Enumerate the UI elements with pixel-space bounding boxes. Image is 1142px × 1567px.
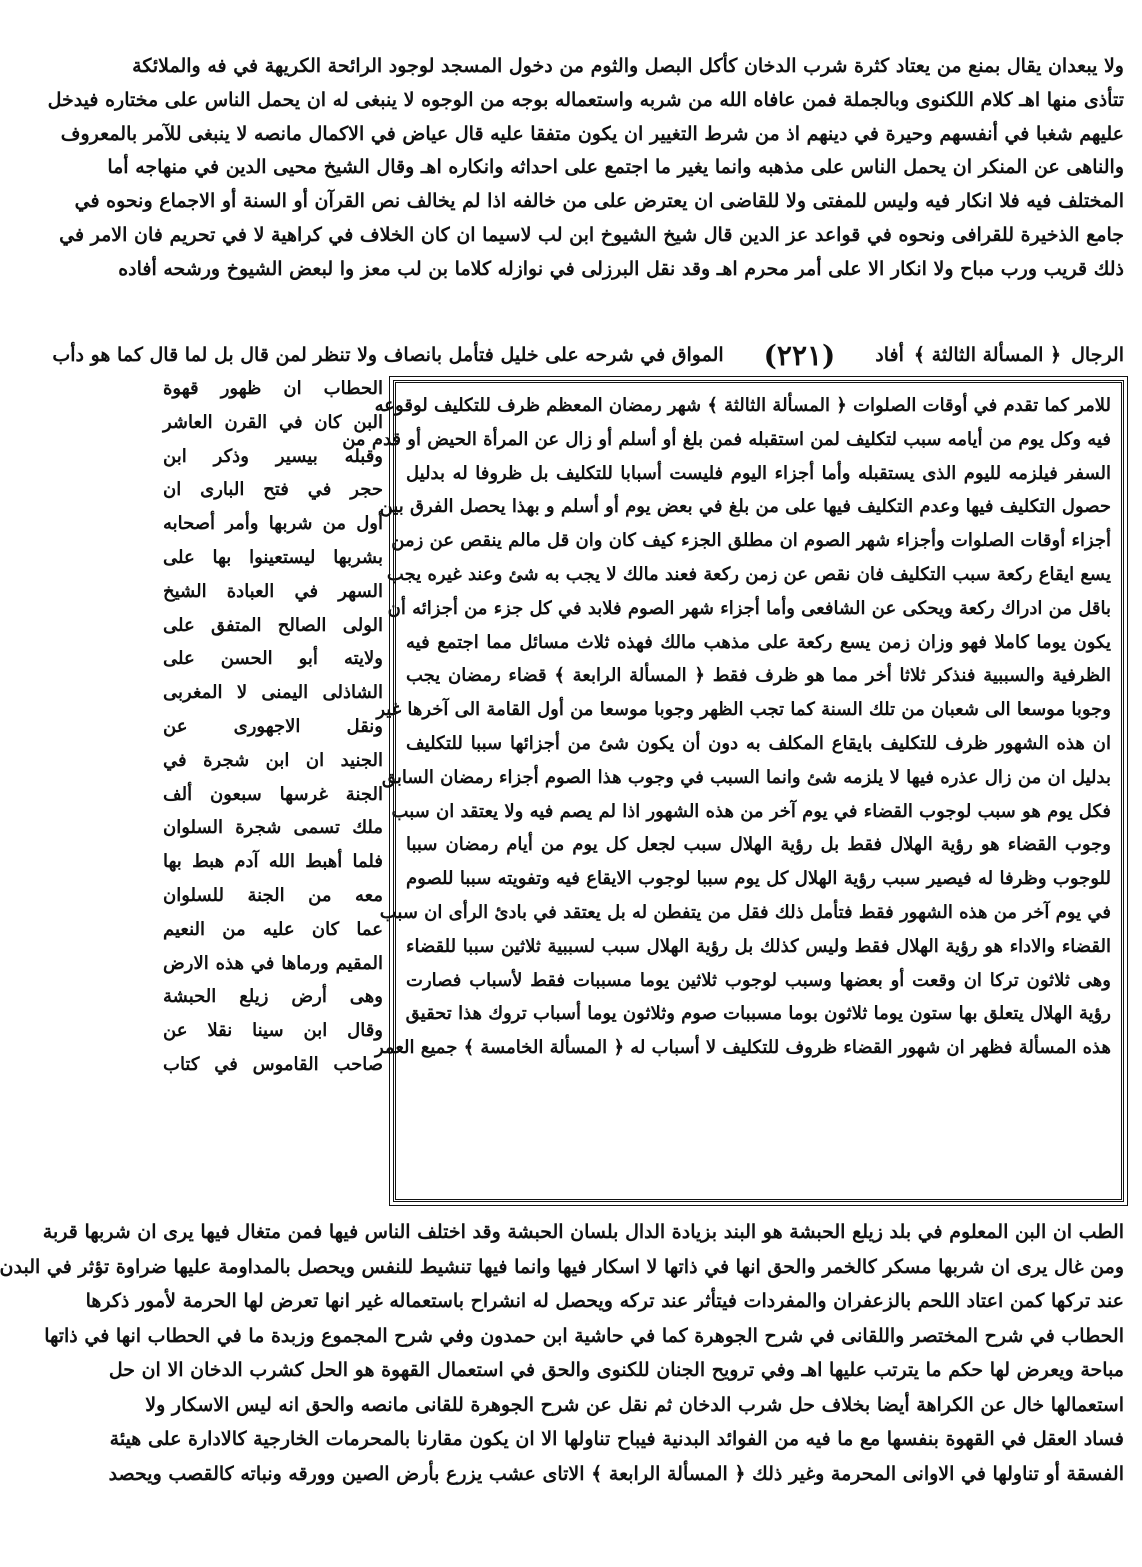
margin-line: ملك تسمى شجرة السلوان	[163, 817, 383, 839]
framed-line: السفر فيلزمه لليوم الذى يستقبله وأما أجزاء اليوم فليست أسبابا للتكليف بل ظروفا له بدليل	[406, 462, 1111, 484]
framed-line: الظرفية والسببية فنذكر ثلاثا أخر مما هو ظرف فقط ﴿ المسألة الرابعة ﴾ قضاء رمضان يجب	[406, 665, 1111, 687]
framed-line: باقل من ادراك ركعة ويحكى عن الشافعى وأما أجزاء شهر الصوم فلابد في كل جزء من أجزائه أن	[387, 597, 1111, 619]
page-header-line	[52, 338, 1124, 372]
text-line: تتأذى منها اهـ كلام اللكنوى وبالجملة فمن عافاه الله من شربه واستعماله بوجه من الوجوه لا ينبغى له ان يحمل الناس على مختاره فيدخل	[47, 88, 1124, 111]
framed-line: وهى ثلاثون تركا ان وقعت أو بعضها وسبب لوجوب ثلاثين يوما مسببات فقط لأسباب فصارت	[406, 969, 1111, 991]
framed-line: هذه المسألة فظهر ان شهور القضاء ظروف للتكليف لا أسباب له ﴿ المسألة الخامسة ﴾ جميع العمر	[375, 1037, 1111, 1059]
text-line: والناهى عن المنكر ان يحمل الناس على مذهبه وانما يغير ما اجتمع على احداثه وانكاره اهـ وقال الشيخ محيى الدين في منهاجه أما	[107, 156, 1124, 179]
margin-line: الجنة غرسها سبعون ألف	[163, 783, 383, 805]
margin-line: بشربها ليستعينوا بها على	[163, 546, 383, 568]
text-line: الحطاب في شرح المختصر واللقانى في شرح الجوهرة كما في حاشية ابن حمدون وفي شرح المجموع وزبدة ما في الحطاب انها في ذاتها	[44, 1324, 1124, 1347]
framed-line: أجزاء أوقات الصلوات وأجزاء شهر الصوم ان مطلق الجزء كيف كان وان قل مالم ينقص عن زمن	[391, 530, 1111, 552]
text-line: ذلك قريب ورب مباح ولا انكار الا على أمر محرم اهـ وقد نقل البرزلى في نوازله كلاما بن لب معز وا لبعض الشيوخ ورشحه أفاده	[118, 257, 1124, 280]
text-line: استعمالها خال عن الكراهة أيضا بخلاف حل شرب الدخان ثم نقل عن شرح الجوهرة للقانى مانصه والحق انه ليس الاسكار ولا	[145, 1393, 1124, 1416]
margin-line: الولى الصالح المتفق على	[163, 614, 383, 636]
framed-line: يسع ايقاع ركعة سبب التكليف فان نقص عن زمن ركعة فعند مالك لا يجب به شئ وعند غيره يجب	[386, 563, 1111, 585]
margin-line: السهر في العبادة الشيخ	[163, 580, 383, 602]
framed-line: رؤية الهلال يتعلق بها ستون يوما ثلاثون بوما مسببات صوم وثلاثون يوما أسباب تروك هذا تحقيق	[405, 1003, 1111, 1025]
page-number: (٢٢١)	[763, 338, 836, 372]
text-line: المختلف فيه فلا انكار فيه وليس للمفتى ولا للقاضى ان يعترض على من خالفه اذا لم يخالف نص القرآن أو السنة أو الاجماع ونحوه في	[74, 190, 1124, 213]
margin-line: وهى أرض زيلع الحبشة	[163, 986, 383, 1008]
text-line: ولا يبعدان يقال بمنع من يعتاد كثرة شرب الدخان كأكل البصل والثوم من دخول المسجد لوجود الرائحة الكريهة في فه والملائكة	[132, 55, 1124, 77]
margin-line: وقبله بيسير وذكر ابن	[163, 445, 383, 467]
margin-line: فلما أهبط الله آدم هبط بها	[163, 851, 383, 873]
text-line: الطب ان البن المعلوم في بلد زيلع الحبشة هو البند بزيادة الدال بلسان الحبشة وقد اختلف الناس فيها فمن متغال فيها يرى ان شربها قربة	[42, 1221, 1124, 1243]
framed-line: فكل يوم هو سبب لوجوب القضاء في يوم آخر من هذه الشهور اذا لم يصم فيه ولا يعتقد ان سبب	[391, 800, 1111, 822]
margin-line: الشاذلى اليمنى لا المغربى	[163, 682, 383, 704]
header-after-section: أفاد	[875, 344, 904, 366]
margin-line: عما كان عليه من النعيم	[163, 918, 383, 940]
framed-line: ان هذه الشهور ظرف للتكليف بايقاع المكلف به دون أن يكون شئ من أجزائها سببا للتكليف	[406, 732, 1111, 754]
framed-line: حصول التكليف فيها وعدم التكليف فيها على من بلغ في بعض يوم أو أسلم و بهذا يحصل الفرق بين	[379, 496, 1111, 518]
text-line: عند تركها كمن اعتاد اللحم بالزعفران والمفردات فيتأثر عند تركه ويحصل له انشراح باستعماله غير انها تعرض لها الحرمة لأمور ذكرها	[85, 1290, 1124, 1312]
margin-line: ونقل الاجهورى عن	[163, 715, 383, 737]
framed-line: وجوبا موسعا الى شعبان من تلك السنة كما تجب الظهر وجوبا موسعا من أول القامة الى آخرها غير	[376, 699, 1111, 721]
text-line: جامع الذخيرة للقرافى ونحوه في قواعد عز الدين قال شيخ الشيوخ ابن لب لاسيما ان كان الخلاف في كراهية لا في تحريم فان الامر في	[59, 223, 1124, 246]
margin-commentary	[163, 372, 383, 1082]
framed-line: في يوم آخر من هذه الشهور فقط فتأمل ذلك فقل من يتفطن له بل يعتقد في بادئ الرأى ان سبب	[379, 901, 1111, 923]
section-heading: ﴿ المسألة الثالثة ﴾	[913, 344, 1062, 366]
top-text-block	[47, 50, 1124, 287]
text-line: ومن غال يرى ان شربها مسكر كالخمر والحق انها في ذاتها لا اسكار فيها وانما فيها تنشيط للنفس ويحصل بالمداومة عليها ضراوة تؤثر في البدن	[0, 1255, 1124, 1278]
margin-line: البن كان في القرن العاشر	[163, 411, 383, 433]
framed-line: القضاء والاداء هو رؤية الهلال فقط وليس كذلك بل رؤية الهلال سبب لسببية ثلاثين سببا للقضاء	[406, 935, 1111, 957]
text-line: مباحة ويعرض لها حكم ما يترتب عليها اهـ وفي ترويح الجنان للكنوى والحق في استعمال القهوة هو الحل كشرب الدخان الا ان حل	[108, 1359, 1124, 1381]
framed-line: بدليل ان من زال عذره فيها لا يلزمه شئ وانما السبب في وجوب هذا الصوم أجزاء رمضان السابق	[381, 766, 1111, 788]
framed-line: يكون يوما كاملا فهو وزان زمن يسع ركعة على مذهب مالك فهذه ثلاث مسائل مما اجتمع فيه	[406, 631, 1111, 653]
text-line: فساد العقل في القهوة بنفسها مع ما فيه من الفوائد البدنية فيباح تناولها الا ان يكون مقارنا بالمحرمات الخارجية كالادارة على هيئة	[109, 1428, 1124, 1450]
text-line: الفسقة أو تناولها في الاوانى المحرمة وغير ذلك ﴿ المسألة الرابعة ﴾ الاتاى عشب يزرع بأرض الصين وورقه ونباته كالقصب ويحصد	[108, 1462, 1124, 1485]
framed-line: للامر كما تقدم في أوقات الصلوات ﴿ المسألة الثالثة ﴾ شهر رمضان المعظم ظرف للتكليف لوقوعه	[374, 395, 1111, 416]
framed-main-text	[342, 380, 1124, 1202]
margin-line: ولايته أبو الحسن على	[163, 648, 383, 670]
margin-line: صاحب القاموس في كتاب	[163, 1053, 383, 1075]
framed-line: للوجوب وظرفا له فيصير سبب رؤية الهلال كل يوم سببا لوجوب الايقاع فيه وتفويته سببا للصوم	[406, 868, 1111, 890]
header-right	[875, 344, 1124, 366]
header-left-text: المواق في شرحه على خليل فتأمل بانصاف ولا تنظر لمن قال بل لما قال كما هو دأب	[52, 344, 724, 366]
margin-line: معه من الجنة للسلوان	[163, 884, 383, 906]
framed-line: فيه وكل يوم من أيامه سبب لتكليف لمن استقبله فمن بلغ أو أسلم أو زال عن المرأة الحيض أو قدم من	[342, 428, 1111, 450]
margin-line: وقال ابن سينا نقلا عن	[163, 1020, 383, 1042]
margin-line: الحطاب ان ظهور قهوة	[163, 378, 383, 399]
margin-line: الجنيد ان ابن شجرة في	[163, 749, 383, 771]
bottom-text-block	[0, 1215, 1124, 1491]
text-line: عليهم شغبا في أنفسهم وحيرة في دينهم اذ من شرط التغيير ان يكون متفقا عليه قال عياض في الاكمال مانصه لا ينبغى للآمر بالمعروف	[60, 122, 1124, 145]
margin-line: حجر في فتح البارى ان	[163, 479, 383, 501]
margin-line: المقيم ورماها في هذه الارض	[163, 952, 383, 974]
framed-line: وجوب القضاء هو رؤية الهلال فقط بل رؤية الهلال سبب لجعل كل يوم من أيام رمضان سببا	[406, 834, 1111, 856]
margin-line: أول من شربها وأمر أصحابه	[163, 513, 383, 535]
header-right-text: الرجال	[1071, 344, 1124, 366]
